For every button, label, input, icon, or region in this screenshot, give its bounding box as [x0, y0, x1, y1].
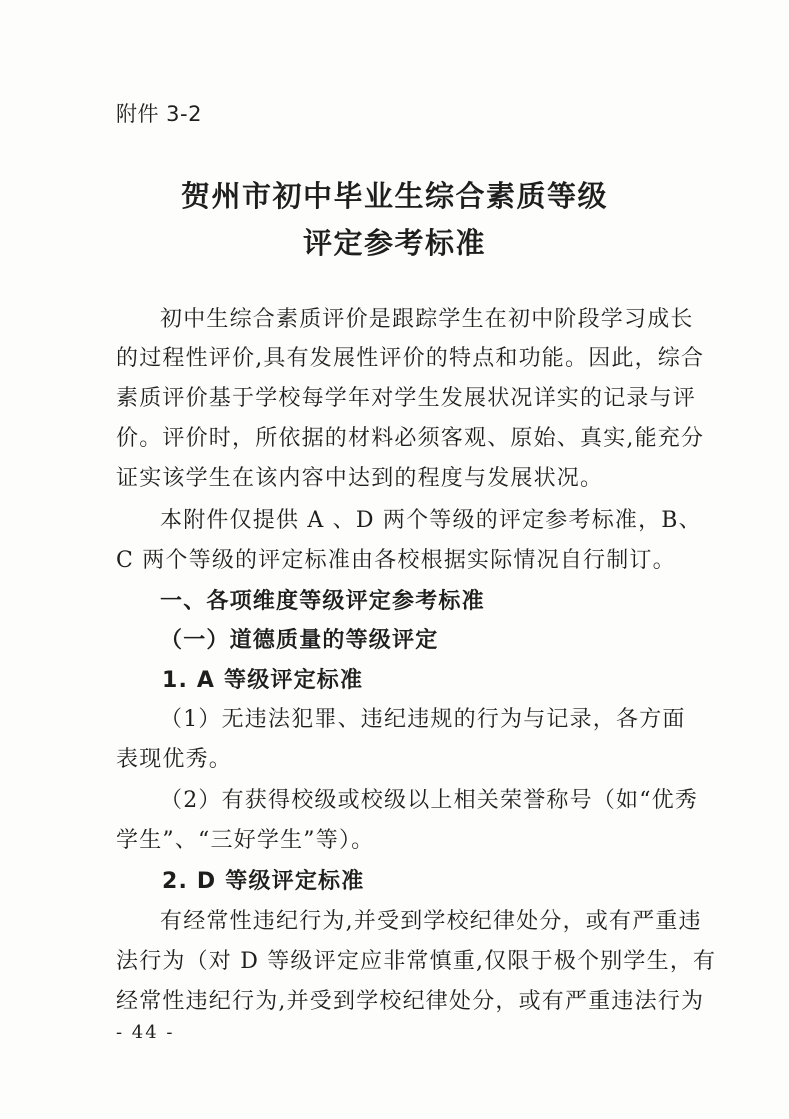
- paragraph-line: 证实该学生在该内容中达到的程度与发展状况。: [116, 466, 604, 491]
- item-heading-d: 2. D 等级评定标准: [162, 869, 365, 894]
- paragraph-line: C 两个等级的评定标准由各校根据实际情况自行制订。: [116, 548, 676, 573]
- item-d-line: 有经常性违纪行为,并受到学校纪律处分，或有严重违: [160, 909, 702, 934]
- document-title-line-2: 评定参考标准: [302, 226, 486, 260]
- document-title-line-1: 贺州市初中毕业生综合素质等级: [180, 179, 608, 213]
- paragraph-line: 初中生综合素质评价是跟踪学生在初中阶段学习成长: [160, 307, 694, 332]
- paragraph-line: 素质评价基于学校每学年对学生发展状况详实的记录与评: [116, 386, 697, 411]
- item-a-line: （1）无违法犯罪、违纪违规的行为与记录，各方面: [160, 707, 686, 732]
- paragraph-line: 的过程性评价,具有发展性评价的特点和功能。因此，综合: [116, 346, 705, 371]
- item-a-line: （2）有获得校级或校级以上相关荣誉称号（如“优秀: [160, 788, 699, 813]
- paragraph-line: 价。评价时，所依据的材料必须客观、原始、真实,能充分: [116, 426, 705, 451]
- item-d-line: 经常性违纪行为,并受到学校纪律处分，或有严重违法行为: [116, 989, 705, 1014]
- paragraph-line: 本附件仅提供 A 、D 两个等级的评定参考标准，B、: [160, 508, 702, 533]
- item-heading-a: 1. A 等级评定标准: [162, 668, 364, 693]
- attachment-label: 附件 3-2: [116, 102, 202, 126]
- section-heading: 一、各项维度等级评定参考标准: [160, 589, 485, 614]
- subsection-heading: （一）道德质量的等级评定: [160, 628, 439, 653]
- page-number: - 44 -: [116, 1022, 175, 1043]
- item-a-line: 表现优秀。: [116, 747, 233, 772]
- item-d-line: 法行为（对 D 等级评定应非常慎重,仅限于极个别学生，有: [116, 949, 717, 974]
- item-a-line: 学生”、“三好学生”等）。: [116, 828, 375, 853]
